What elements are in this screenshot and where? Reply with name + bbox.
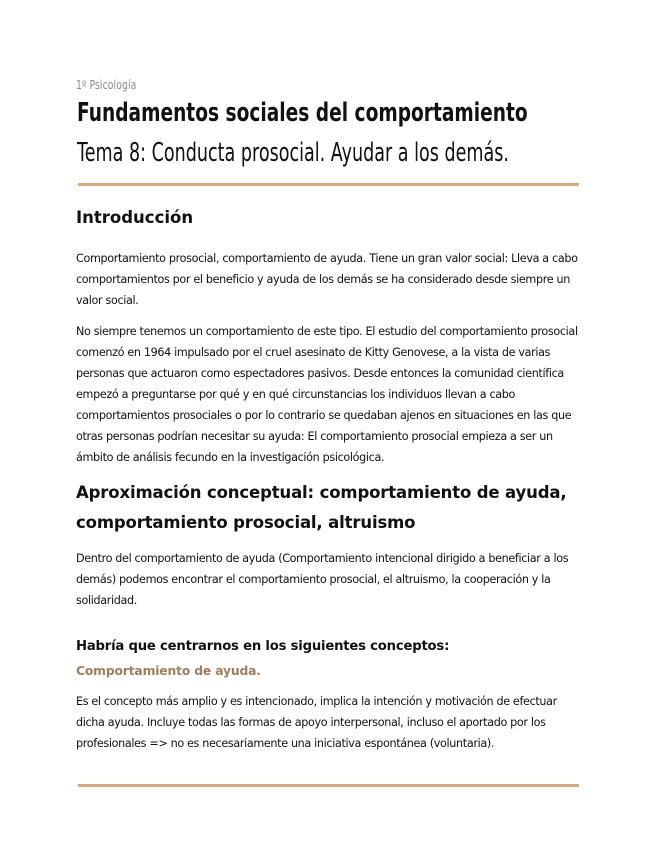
intro-paragraph-2: No siempre tenemos un comportamiento de este tipo. El estudio del comportamiento prosocial comenzó en 1964 impulsado por el cruel asesinato de Kitty Genovese, a la vista de varias personas que actuaron como espectadores pasivos. Desde entonces la comunidad científica empezó a preguntarse por qué y en qué circunstancias los individuos llevan a cabo comportamientos prosociales o por lo contrario se quedaban ajenos en situaciones en las que otras personas podrían necesitar su ayuda: El comportamiento prosocial empieza a ser un ámbito de análisis fecundo en la investigación psicológica. (76, 325, 578, 464)
footer-divider (78, 784, 579, 787)
course-label: 1º Psicología (76, 78, 137, 92)
concept-text-ayuda: Es el concepto más amplio y es intencionado, implica la intención y motivación de efectuar dicha ayuda. Incluye todas las formas de apoyo interpersonal, incluso el aportado por los profesionales => no es necesariamente una iniciativa espontánea (voluntaria). (76, 695, 557, 750)
document-body (76, 204, 581, 764)
document-title: Fundamentos sociales del comportamiento (77, 98, 528, 128)
section-heading-introduccion: Introducción (76, 208, 194, 227)
section-heading-aproximacion: Aproximación conceptual: comportamiento de ayuda, comportamiento prosocial, altruismo (76, 483, 567, 532)
intro-paragraph-1: Comportamiento prosocial, comportamiento de ayuda. Tiene un gran valor social: Lleva a cabo comportamientos por el beneficio y ayuda de los demás se ha considerado desde siempre un valor social. (76, 252, 578, 307)
document-subtitle: Tema 8: Conducta prosocial. Ayudar a los demás. (77, 138, 509, 168)
header-divider (78, 183, 579, 186)
concepts-subheading: Habría que centrarnos en los siguientes conceptos: (76, 639, 450, 654)
concept-title-ayuda: Comportamiento de ayuda. (76, 664, 261, 678)
aproximacion-paragraph: Dentro del comportamiento de ayuda (Comportamiento intencional dirigido a beneficiar a los demás) podemos encontrar el comportamiento prosocial, el altruismo, la cooperación y la solidaridad. (76, 552, 569, 607)
